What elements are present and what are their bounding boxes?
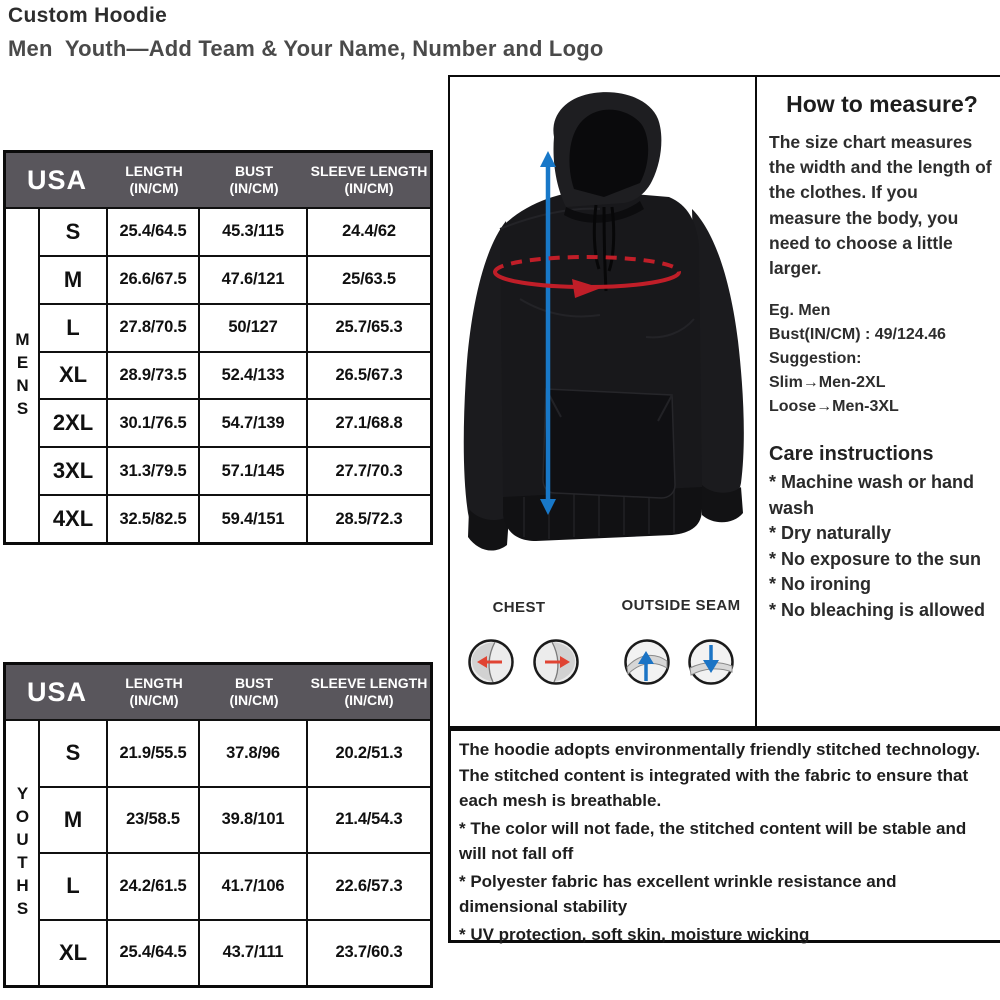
- description-paragraph: * The color will not fade, the stitched content will be stable and will not fall off: [459, 818, 967, 863]
- table-cell-sleeve: 24.4/62: [308, 209, 430, 255]
- table-cell-bust: 39.8/101: [200, 788, 306, 853]
- header-sleeve-line1: SLEEVE LENGTH: [310, 675, 428, 692]
- mens-size-table: [3, 150, 433, 545]
- table-cell-sleeve: 23.7/60.3: [308, 921, 430, 986]
- table-cell-sleeve: 27.7/70.3: [308, 448, 430, 494]
- header-bust-line1: BUST: [234, 163, 274, 180]
- how-to-measure-heading: How to measure?: [786, 91, 978, 117]
- outside-seam-down-icon: [686, 637, 736, 687]
- table-cell-size: XL: [40, 353, 106, 399]
- care-instructions-list: [769, 470, 995, 623]
- table-cell-length: 31.3/79.5: [108, 448, 198, 494]
- table-cell-bust: 50/127: [200, 305, 306, 351]
- table-cell-length: 21.9/55.5: [108, 721, 198, 786]
- table-cell-sleeve: 22.6/57.3: [308, 854, 430, 919]
- header-usa: USA: [26, 164, 87, 195]
- page-title: Custom Hoodie: [8, 4, 168, 27]
- table-cell-length: 32.5/82.5: [108, 496, 198, 542]
- table-cell-length: 23/58.5: [108, 788, 198, 853]
- chest-measure-right-icon: [531, 637, 581, 687]
- description-paragraph: * UV protection, soft skin, moisture wicking: [459, 924, 810, 944]
- table-cell-size: L: [40, 305, 106, 351]
- table-cell-length: 27.8/70.5: [108, 305, 198, 351]
- table-cell-size: 4XL: [40, 496, 106, 542]
- youths-group-cell: [6, 721, 38, 985]
- care-item: * No ironing: [769, 574, 871, 595]
- header-bust: [200, 163, 308, 197]
- table-cell-length: 24.2/61.5: [108, 854, 198, 919]
- table-cell-sleeve: 20.2/51.3: [308, 721, 430, 786]
- how-to-measure-body: The size chart measures the width and the length of the clothes. If you measure the body, you need to choose a little larger.: [769, 132, 992, 278]
- care-instructions-heading: Care instructions: [769, 443, 934, 466]
- youths-group-label: YOUTHS: [13, 784, 32, 922]
- table-cell-bust: 43.7/111: [200, 921, 306, 986]
- table-cell-size: S: [40, 209, 106, 255]
- outside-seam-label: OUTSIDE SEAM: [621, 597, 741, 614]
- youths-size-table: [3, 662, 433, 988]
- youths-table-header: [6, 665, 430, 719]
- how-to-measure-panel: [755, 77, 999, 726]
- mens-table-body: [6, 207, 430, 542]
- description-paragraph: * Polyester fabric has excellent wrinkle resistance and dimensional stability: [459, 871, 897, 916]
- header-length: [108, 675, 200, 709]
- header-bust-line1: BUST: [234, 675, 274, 692]
- table-cell-size: 2XL: [40, 400, 106, 446]
- example-line: Eg. Men: [769, 302, 831, 320]
- care-item: * No exposure to the sun: [769, 548, 982, 569]
- outside-seam-up-icon: [622, 637, 672, 687]
- table-cell-size: M: [40, 788, 106, 853]
- header-sleeve-line2: (IN/CM): [344, 180, 394, 196]
- table-cell-sleeve: 25.7/65.3: [308, 305, 430, 351]
- table-cell-bust: 54.7/139: [200, 400, 306, 446]
- table-cell-length: 28.9/73.5: [108, 353, 198, 399]
- chest-measure-left-icon: [466, 637, 516, 687]
- header-length-line1: LENGTH: [125, 675, 183, 692]
- table-cell-sleeve: 27.1/68.8: [308, 400, 430, 446]
- product-description-box: [448, 728, 1000, 943]
- header-sleeve: [308, 675, 430, 709]
- header-bust-line2: (IN/CM): [229, 180, 279, 196]
- hoodie-product-image: [454, 89, 754, 569]
- header-sleeve-line2: (IN/CM): [344, 692, 394, 708]
- table-cell-size: 3XL: [40, 448, 106, 494]
- header-length-line2: (IN/CM): [129, 180, 179, 196]
- table-cell-bust: 57.1/145: [200, 448, 306, 494]
- mens-table-header: [6, 153, 430, 207]
- table-cell-size: XL: [40, 921, 106, 986]
- table-cell-sleeve: 28.5/72.3: [308, 496, 430, 542]
- table-cell-sleeve: 25/63.5: [308, 257, 430, 303]
- care-item: * Machine wash or hand wash: [769, 472, 975, 518]
- description-paragraph: The hoodie adopts environmentally friendly stitched technology. The stitched content is integrated with the fabric to ensure that each mesh is breathable.: [459, 740, 981, 810]
- table-cell-length: 30.1/76.5: [108, 400, 198, 446]
- mens-group-cell: [6, 209, 38, 542]
- mens-group-label: MENS: [13, 329, 32, 422]
- header-usa: USA: [26, 676, 87, 707]
- header-bust: [200, 675, 308, 709]
- table-cell-bust: 47.6/121: [200, 257, 306, 303]
- header-length: [108, 163, 200, 197]
- table-cell-size: S: [40, 721, 106, 786]
- header-length-line1: LENGTH: [125, 163, 183, 180]
- table-cell-length: 26.6/67.5: [108, 257, 198, 303]
- youths-table-body: [6, 719, 430, 985]
- table-cell-bust: 59.4/151: [200, 496, 306, 542]
- table-cell-bust: 41.7/106: [200, 854, 306, 919]
- table-cell-length: 25.4/64.5: [108, 209, 198, 255]
- example-line: Bust(IN/CM) : 49/124.46: [769, 326, 946, 344]
- table-cell-size: L: [40, 854, 106, 919]
- header-bust-line2: (IN/CM): [229, 692, 279, 708]
- page-subtitle: Men Youth—Add Team & Your Name, Number and Logo: [8, 36, 604, 61]
- measure-section-box: [448, 75, 1000, 728]
- table-cell-bust: 45.3/115: [200, 209, 306, 255]
- table-cell-bust: 37.8/96: [200, 721, 306, 786]
- header-sleeve: [308, 163, 430, 197]
- care-item: * Dry naturally: [769, 523, 892, 544]
- table-cell-size: M: [40, 257, 106, 303]
- table-cell-sleeve: 21.4/54.3: [308, 788, 430, 853]
- example-line: Slim→Men-2XL: [769, 374, 886, 392]
- hoodie-hood-opening: [569, 110, 648, 197]
- example-line: Loose→Men-3XL: [769, 398, 899, 416]
- hoodie-pocket: [543, 389, 675, 498]
- care-item: * No bleaching is allowed: [769, 599, 986, 620]
- header-length-line2: (IN/CM): [129, 692, 179, 708]
- table-cell-length: 25.4/64.5: [108, 921, 198, 986]
- example-line: Suggestion:: [769, 350, 862, 368]
- header-sleeve-line1: SLEEVE LENGTH: [310, 163, 428, 180]
- chest-label: CHEST: [492, 599, 546, 616]
- sizing-example-block: [769, 299, 995, 419]
- table-cell-bust: 52.4/133: [200, 353, 306, 399]
- table-cell-sleeve: 26.5/67.3: [308, 353, 430, 399]
